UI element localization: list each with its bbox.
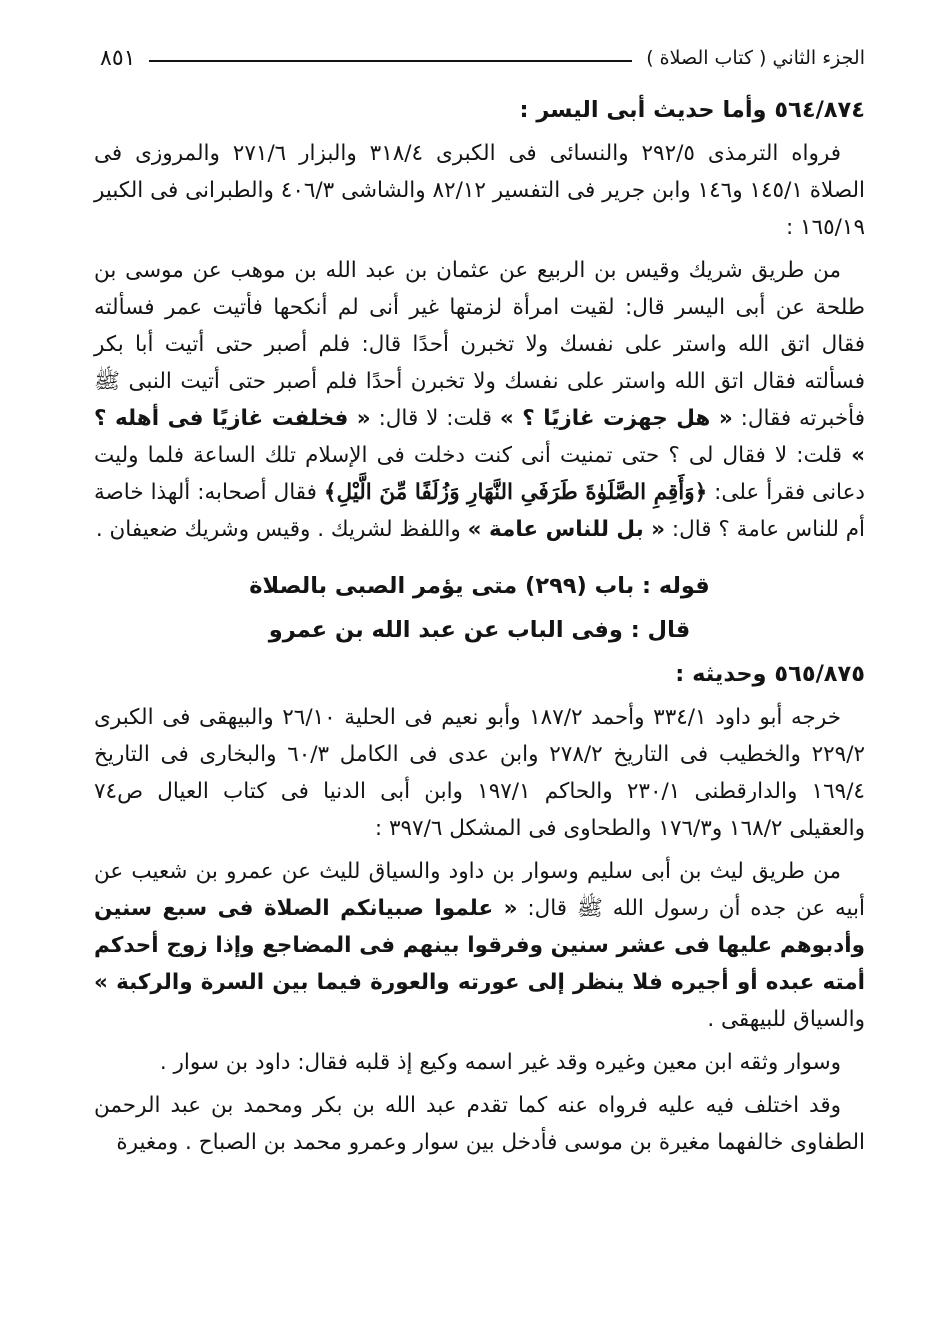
narration-text: والسياق للبيهقى . [707, 1007, 865, 1032]
chapter-subtitle: قال : وفى الباب عن عبد الله بن عمرو [268, 617, 691, 643]
page-body [94, 88, 865, 1167]
hadith-heading-874: ٥٦٤/٨٧٤ وأما حديث أبى اليسر : [519, 97, 865, 123]
hadith-heading-875: ٥٦٥/٨٧٥ وحديثه : [675, 661, 865, 687]
sources-paragraph-874: فرواه الترمذى ٢٩٢/٥ والنسائى فى الكبرى ٣١٨/٤ والبزار ٢٧١/٦ والمروزى فى الصلاة ١٤٥/١ و١٤٦ وابن جرير فى التفسير ٨٢/١٢ والشاشى ٤٠٦/٣ والطبرانى فى الكبير ١٦٥/١٩ : [94, 141, 865, 240]
narration-text: فقال أصحابه: ألهذا خاصة أم للناس عامة ؟ قال: [94, 480, 865, 542]
sources-paragraph-875: خرجه أبو داود ٣٣٤/١ وأحمد ١٨٧/٢ وأبو نعيم فى الحلية ٢٦/١٠ والبيهقى فى الكبرى ٢٢٩/٢ والخطيب فى التاريخ ٢٧٨/٢ وابن عدى فى الكامل ٦٠/٣ والبخارى فى التاريخ ١٦٩/٤ والدارقطنى ٢٣٠/١ والحاكم ١٩٧/١ وابن أبى الدنيا فى كتاب العيال ص٧٤ والعقيلى ١٦٨/٢ و١٧٦/٣ والطحاوى فى المشكل ٣٩٧/٦ : [94, 705, 866, 841]
hadith-quote: « فخلفت غازيًا فى أهله ؟ » [94, 406, 865, 468]
narration-text: من طريق ليث بن أبى سليم وسوار بن داود والسياق لليث عن عمرو بن شعيب عن أبيه عن جده أن رسول الله ﷺ قال: [94, 859, 865, 921]
narration-text: من طريق شريك وقيس بن الربيع عن عثمان بن عبد الله بن موهب عن موسى بن طلحة عن أبى اليسر قال: لقيت امرأة لزمتها غير أنى لم أنكحها فأتيت عمر فسألته فقال اتق الله واستر على نفسك ولا تخبرن أحدًا قال: فلم أصبر حتى أتيت أبا بكر فسألته فقال اتق الله واستر على نفسك ولا تخبرن أحدًا فلم أصبر حتى أتيت النبى ﷺ فأخبرته فقال: [94, 258, 866, 431]
narration-paragraph-874 [94, 252, 865, 548]
chapter-title: قوله : باب (٢٩٩) متى يؤمر الصبى بالصلاة [249, 573, 710, 599]
narration-paragraph-875 [94, 853, 865, 1038]
quran-verse: ﴿وَأَقِمِ الصَّلَوٰةَ طَرَفَىِ النَّهَارِ وَزُلَفًا مِّنَ الَّيْلِ﴾ [323, 480, 708, 505]
narration-text: قلت: لا فقال لى ؟ حتى تمنيت أنى كنت دخلت فى الإسلام تلك الساعة فلما وليت دعانى فقرأ على: [94, 443, 866, 505]
header-title: الجزء الثاني ( كتاب الصلاة ) [646, 47, 865, 69]
hadith-quote: « علموا صبيانكم الصلاة فى سبع سنين وأدبوهم عليها فى عشر سنين وفرقوا بينهم فى المضاجع وإذا زوج أحدكم أمته عبده أو أجيره فلا ينظر إلى عورته والعورة فيما بين السرة والركبة » [94, 896, 865, 995]
running-header [100, 38, 865, 78]
paragraph-ikhtilaf: وقد اختلف فيه عليه فرواه عنه كما تقدم عبد الله بن بكر ومحمد بن عبد الرحمن الطفاوى خالفهما مغيرة بن موسى فأدخل بين سوار وعمرو محمد بن الصباح . ومغيرة [94, 1093, 865, 1155]
hadith-quote: « بل للناس عامة » [467, 517, 666, 542]
page-number: ٨٥١ [100, 45, 136, 71]
paragraph-sawwar: وسوار وثقه ابن معين وغيره وقد غير اسمه وكيع إذ قلبه فقال: داود بن سوار . [159, 1050, 841, 1075]
narration-text: قلت: لا قال: [370, 406, 500, 431]
hadith-quote: « هل جهزت غازيًا ؟ » [499, 406, 733, 431]
narration-text: واللفظ لشريك . وقيس وشريك ضعيفان . [95, 517, 468, 542]
section-gap [94, 554, 865, 564]
header-rule [149, 60, 632, 62]
